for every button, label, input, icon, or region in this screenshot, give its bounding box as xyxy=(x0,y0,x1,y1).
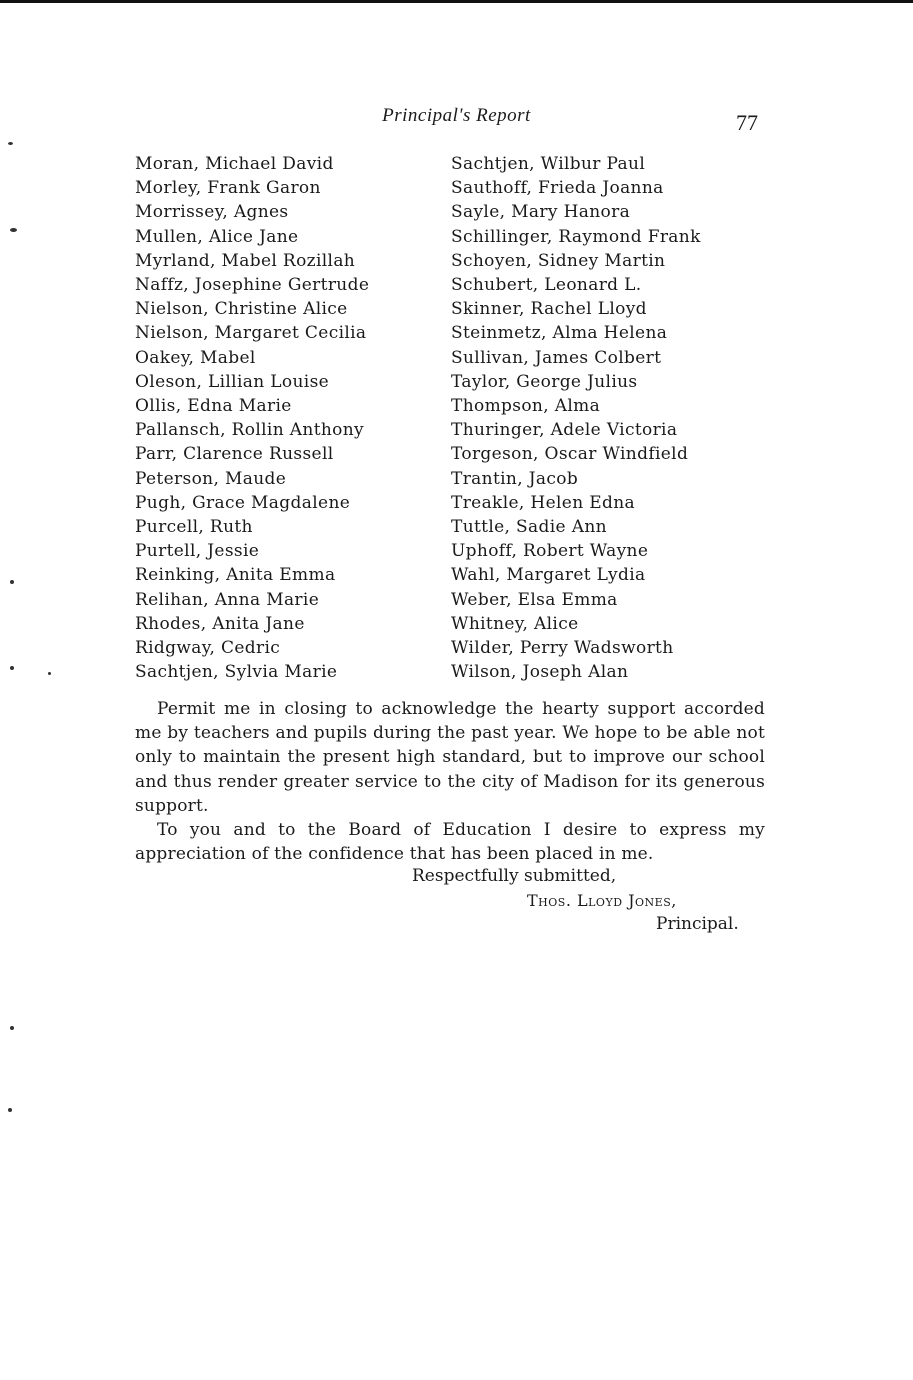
student-name: Tuttle, Sadie Ann xyxy=(451,517,607,538)
student-name: Nielson, Margaret Cecilia xyxy=(135,323,367,344)
student-name: Steinmetz, Alma Helena xyxy=(451,323,668,344)
student-name: Moran, Michael David xyxy=(135,154,334,174)
student-name: Sachtjen, Wilbur Paul xyxy=(451,154,646,174)
student-name: Sauthoff, Frieda Joanna xyxy=(451,178,664,199)
student-name: Whitney, Alice xyxy=(451,613,579,634)
student-name: Sachtjen, Sylvia Marie xyxy=(135,662,338,683)
student-list-right-column xyxy=(451,152,701,684)
student-name: Schillinger, Raymond Frank xyxy=(451,226,701,247)
student-name: Oleson, Lillian Louise xyxy=(135,371,330,392)
margin-speck xyxy=(10,1026,14,1030)
margin-speck xyxy=(10,580,14,584)
closing-paragraph-2: To you and to the Board of Education I desire to express my appreciation of the confidence that has been placed in me. xyxy=(135,820,765,865)
student-name: Wilder, Perry Wadsworth xyxy=(451,638,674,659)
student-name: Oakey, Mabel xyxy=(135,347,256,368)
student-name: Pallansch, Rollin Anthony xyxy=(135,420,365,441)
student-name: Wilson, Joseph Alan xyxy=(451,662,629,683)
student-name: Reinking, Anita Emma xyxy=(135,565,336,586)
student-name: Nielson, Christine Alice xyxy=(135,299,348,320)
signer-name: Thos. Lloyd Jones, xyxy=(527,891,677,910)
student-name: Sullivan, James Colbert xyxy=(451,347,662,368)
student-name: Trantin, Jacob xyxy=(451,468,579,489)
student-name: Purcell, Ruth xyxy=(135,517,253,538)
student-name: Myrland, Mabel Rozillah xyxy=(135,250,356,271)
student-name: Ridgway, Cedric xyxy=(135,638,281,659)
complimentary-close: Respectfully submitted, xyxy=(412,866,617,886)
running-head: Principal's Report xyxy=(382,105,531,126)
margin-speck xyxy=(8,142,13,145)
student-name: Schubert, Leonard L. xyxy=(451,275,642,296)
student-name: Skinner, Rachel Lloyd xyxy=(451,299,647,320)
student-name: Wahl, Margaret Lydia xyxy=(451,565,646,586)
student-name: Rhodes, Anita Jane xyxy=(135,613,305,634)
student-name: Parr, Clarence Russell xyxy=(135,444,334,465)
student-name: Torgeson, Oscar Windfield xyxy=(451,444,689,465)
margin-speck xyxy=(10,228,17,232)
student-name: Morley, Frank Garon xyxy=(135,178,321,199)
student-name: Morrissey, Agnes xyxy=(135,202,289,223)
signer-title: Principal. xyxy=(656,914,739,934)
closing-remarks xyxy=(135,697,765,866)
student-name: Thompson, Alma xyxy=(451,396,601,417)
student-name: Weber, Elsa Emma xyxy=(451,589,618,610)
margin-speck xyxy=(48,672,51,675)
margin-speck xyxy=(8,1108,12,1112)
closing-paragraph-1: Permit me in closing to acknowledge the hearty support accorded me by teachers and pupils during the past year. We hope to be able not only to maintain the present high standard, but to improve our school and thus render greater service to the city of Madison for its generous support. xyxy=(135,699,765,816)
margin-speck xyxy=(10,666,14,670)
student-name: Uphoff, Robert Wayne xyxy=(451,541,649,562)
student-name: Purtell, Jessie xyxy=(135,541,260,562)
student-name: Taylor, George Julius xyxy=(451,371,638,392)
student-name: Ollis, Edna Marie xyxy=(135,396,292,417)
page-number: 77 xyxy=(736,110,758,135)
student-name: Naffz, Josephine Gertrude xyxy=(135,275,370,296)
student-name: Peterson, Maude xyxy=(135,468,287,489)
student-name: Schoyen, Sidney Martin xyxy=(451,250,666,271)
student-name: Sayle, Mary Hanora xyxy=(451,202,631,223)
student-name: Relihan, Anna Marie xyxy=(135,589,320,610)
student-name: Mullen, Alice Jane xyxy=(135,226,299,247)
student-name: Thuringer, Adele Victoria xyxy=(451,420,678,441)
page-top-border xyxy=(0,0,913,3)
student-list-left-column xyxy=(135,152,369,684)
student-name: Pugh, Grace Magdalene xyxy=(135,492,351,513)
student-name: Treakle, Helen Edna xyxy=(451,492,636,513)
